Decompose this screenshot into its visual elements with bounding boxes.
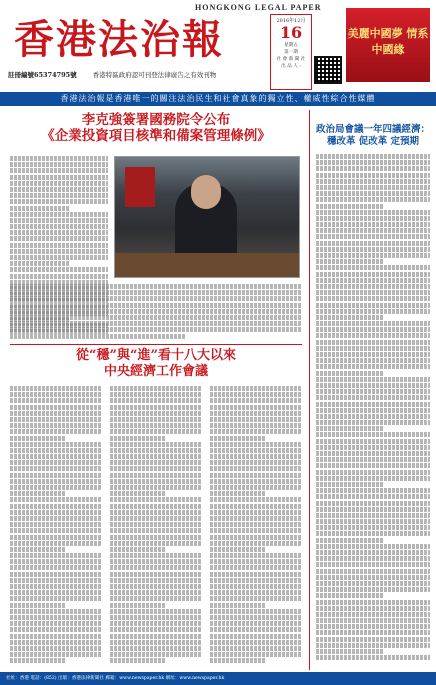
body-text-line: [10, 187, 108, 192]
body-text-line: [316, 507, 430, 512]
body-text-line: [316, 476, 430, 481]
body-text-line: [110, 510, 202, 515]
body-text-line: [110, 603, 165, 608]
body-text-line: [10, 541, 102, 546]
masthead: [0, 0, 436, 94]
body-text-line: [210, 386, 302, 391]
body-text-line: [316, 494, 430, 499]
body-text-line: [110, 429, 202, 434]
body-text-line: [316, 600, 430, 605]
body-text-line: [316, 432, 430, 437]
story-3: [10, 348, 302, 380]
body-text-line: [110, 516, 202, 521]
body-text-line: [210, 572, 302, 577]
body-text-line: [316, 624, 430, 629]
body-text-line: [110, 634, 202, 639]
edition-box: [270, 14, 312, 90]
body-text-line: [316, 426, 384, 431]
body-text-line: [10, 491, 65, 496]
story-1-headline-line2: 《企業投資項目核準和備案管理條例》: [41, 128, 271, 144]
body-text-line: [316, 463, 430, 468]
body-text-line: [210, 646, 302, 651]
body-text-line: [210, 541, 302, 546]
body-text-line: [316, 569, 430, 574]
body-text-line: [316, 253, 430, 258]
body-text-line: [110, 423, 202, 428]
body-text-line: [316, 501, 430, 506]
body-text-line: [210, 466, 302, 471]
body-text-line: [10, 497, 102, 502]
body-text-line: [10, 255, 108, 260]
body-text-line: [110, 565, 202, 570]
body-text-line: [210, 565, 302, 570]
body-text-line: [10, 321, 302, 326]
body-text-line: [210, 423, 302, 428]
body-text-line: [316, 377, 430, 382]
body-text-line: [10, 528, 102, 533]
story-1-headline-line1: 李克強簽署國務院令公布: [81, 112, 231, 128]
body-text-line: [316, 612, 430, 617]
story-2: [316, 124, 430, 148]
body-text-line: [316, 470, 430, 475]
date-label: 2016年12月: [276, 18, 306, 24]
body-text-line: [316, 643, 430, 648]
body-text-line: [316, 544, 430, 549]
body-text-line: [210, 658, 265, 663]
body-text-line: [10, 212, 108, 217]
body-text-line: [316, 327, 430, 332]
qr-code-icon: [314, 56, 342, 84]
body-text-line: [210, 535, 302, 540]
body-text-line: [316, 173, 430, 178]
body-text-line: [10, 175, 108, 180]
body-text-line: [316, 445, 430, 450]
story-3-headline-line1: 從“穩”與“進”看十八大以來: [76, 348, 236, 363]
body-text-line: [110, 553, 202, 558]
body-text-line: [10, 627, 102, 632]
body-text-line: [110, 466, 202, 471]
story-2-body: [316, 154, 430, 666]
body-text-line: [110, 559, 202, 564]
body-text-line: [10, 578, 102, 583]
body-text-line: [10, 565, 102, 570]
body-text-line: [10, 274, 108, 279]
body-text-line: [10, 156, 108, 161]
body-text-line: [10, 609, 102, 614]
body-text-line: [210, 392, 302, 397]
body-text-line: [210, 398, 302, 403]
body-text-line: [316, 265, 430, 270]
body-text-line: [10, 572, 102, 577]
body-text-line: [210, 652, 302, 657]
body-text-line: [110, 473, 202, 478]
body-text-line: [316, 637, 430, 642]
body-text-line: [316, 191, 430, 196]
registration-number: 註冊編號65374795號: [8, 71, 77, 79]
body-text-line: [316, 587, 430, 592]
body-text-line: [316, 531, 430, 536]
body-text-line: [210, 448, 302, 453]
body-text-line: [316, 655, 430, 660]
body-text-line: [316, 160, 430, 165]
body-text-line: [210, 491, 265, 496]
body-text-line: [10, 547, 65, 552]
publisher-line: 社 會 新 聞 社: [276, 57, 306, 62]
body-text-line: [10, 640, 102, 645]
body-text-line: [316, 216, 430, 221]
body-text-line: [110, 398, 202, 403]
body-text-line: [110, 547, 165, 552]
body-text-line: [10, 411, 102, 416]
body-text-line: [316, 278, 430, 283]
body-text-line: [210, 547, 265, 552]
edition-line: 第一期: [284, 50, 298, 55]
day-number: 16: [279, 23, 303, 42]
body-text-line: [110, 392, 202, 397]
body-text-line: [316, 315, 384, 320]
body-text-line: [316, 383, 430, 388]
body-text-line: [210, 609, 302, 614]
body-text-line: [210, 510, 302, 515]
body-text-line: [10, 199, 108, 204]
story-3-body-col2: [110, 386, 202, 668]
body-text-line: [110, 411, 202, 416]
body-text-line: [10, 442, 102, 447]
story-1-headline[interactable]: [10, 112, 302, 144]
body-text-line: [110, 627, 202, 632]
body-text-line: [210, 522, 302, 527]
body-text-line: [110, 596, 202, 601]
story-1-body-bottom: [10, 284, 302, 340]
body-text-line: [10, 584, 102, 589]
column-divider: [309, 110, 310, 670]
body-text-line: [10, 603, 65, 608]
body-text-line: [316, 581, 430, 586]
body-text-line: [110, 535, 202, 540]
story-2-headline-line2: 穩改革 促改革 定預期: [326, 136, 420, 147]
body-text-line: [316, 197, 430, 202]
body-text-line: [10, 535, 102, 540]
body-text-line: [316, 575, 430, 580]
story-3-body-col3: [210, 386, 302, 668]
story-3-headline[interactable]: [10, 348, 302, 380]
body-text-line: [10, 634, 102, 639]
body-text-line: [316, 457, 430, 462]
body-text-line: [10, 398, 102, 403]
body-text-line: [110, 578, 202, 583]
body-text-line: [316, 488, 430, 493]
body-text-line: [10, 168, 108, 173]
masthead-subline: [8, 70, 216, 79]
body-text-line: [110, 584, 202, 589]
body-text-line: [316, 593, 384, 598]
body-text-line: [110, 522, 202, 527]
story-2-headline-line1: 政治局會議一年四議經濟：: [316, 124, 431, 135]
body-text-line: [210, 634, 302, 639]
body-text-line: [210, 497, 302, 502]
body-text-line: [316, 241, 430, 246]
body-text-line: [10, 473, 102, 478]
body-text-line: [210, 485, 302, 490]
body-text-line: [10, 309, 302, 314]
body-text-line: [316, 408, 430, 413]
body-text-line: [210, 603, 265, 608]
body-text-line: [316, 649, 384, 654]
body-text-line: [316, 525, 430, 530]
body-text-line: [10, 448, 102, 453]
body-text-line: [210, 615, 302, 620]
body-text-line: [316, 352, 430, 357]
person-face: [191, 175, 221, 209]
body-text-line: [316, 179, 430, 184]
body-text-line: [10, 327, 302, 332]
body-text-line: [316, 290, 430, 295]
body-text-line: [10, 646, 102, 651]
body-text-line: [110, 541, 202, 546]
body-text-line: [10, 193, 108, 198]
body-text-line: [210, 553, 302, 558]
story-2-headline[interactable]: [316, 124, 430, 148]
body-text-line: [316, 185, 430, 190]
body-text-line: [210, 528, 302, 533]
body-text-line: [110, 442, 202, 447]
body-text-line: [10, 596, 102, 601]
body-text-line: [10, 652, 102, 657]
weekday-label: 星期五: [284, 43, 298, 48]
body-text-line: [10, 454, 102, 459]
body-text-line: [10, 243, 108, 248]
body-text-line: [10, 559, 102, 564]
body-text-line: [316, 333, 430, 338]
body-text-line: [210, 516, 302, 521]
body-text-line: [10, 206, 69, 211]
body-text-line: [316, 284, 430, 289]
body-text-line: [110, 646, 202, 651]
body-text-line: [210, 627, 302, 632]
slogan-bar: 香港法治報是香港唯一的關注法治民生和社會真象的獨立性、權威性綜合性媒體: [0, 92, 436, 106]
body-text-line: [316, 538, 384, 543]
body-text-line: [10, 417, 102, 422]
body-text-line: [316, 234, 430, 239]
body-text-line: [210, 479, 302, 484]
newspaper-logo: 香港法治報: [14, 16, 224, 63]
body-text-line: [210, 473, 302, 478]
body-text-line: [10, 522, 102, 527]
body-text-line: [10, 224, 108, 229]
body-text-line: [10, 334, 185, 339]
body-text-line: [316, 309, 430, 314]
body-text-line: [10, 466, 102, 471]
body-text-line: [10, 479, 102, 484]
body-text-line: [10, 429, 102, 434]
body-text-line: [110, 609, 202, 614]
body-text-line: [10, 658, 65, 663]
body-text-line: [316, 630, 430, 635]
body-text-line: [10, 162, 108, 167]
body-text-line: [316, 272, 430, 277]
body-text-line: [110, 454, 202, 459]
producer-line: 出 品 人 :: [281, 64, 301, 69]
body-text-line: [316, 210, 430, 215]
body-text-line: [210, 559, 302, 564]
body-text-line: [10, 249, 108, 254]
body-text-line: [110, 448, 202, 453]
body-text-line: [316, 482, 384, 487]
body-text-line: [10, 485, 102, 490]
body-text-line: [10, 290, 302, 295]
body-text-line: [316, 340, 430, 345]
body-text-line: [316, 618, 430, 623]
body-text-line: [316, 556, 430, 561]
body-text-line: [210, 454, 302, 459]
body-text-line: [316, 303, 430, 308]
body-text-line: [316, 166, 430, 171]
body-text-line: [110, 640, 202, 645]
body-text-line: [10, 230, 108, 235]
government-note: 香港特區政府認可刊登法律廣告之有效刊物: [92, 71, 217, 79]
body-text-line: [110, 460, 202, 465]
body-text-line: [10, 553, 102, 558]
body-text-line: [110, 497, 202, 502]
body-text-line: [110, 590, 202, 595]
body-text-line: [316, 562, 430, 567]
body-text-line: [210, 584, 302, 589]
body-text-line: [316, 451, 430, 456]
body-text-line: [316, 439, 430, 444]
body-text-line: [110, 572, 202, 577]
body-text-line: [316, 154, 430, 159]
body-text-line: [10, 392, 102, 397]
body-text-line: [110, 386, 202, 391]
body-text-line: [316, 389, 430, 394]
body-text-line: [210, 621, 302, 626]
body-text-line: [110, 417, 202, 422]
body-text-line: [10, 621, 102, 626]
body-text-line: [210, 590, 302, 595]
body-text-line: [316, 321, 430, 326]
body-text-line: [10, 267, 108, 272]
promo-banner: 美麗中國夢 情系中國緣: [346, 8, 430, 82]
body-text-line: [10, 436, 65, 441]
body-text-line: [316, 414, 430, 419]
body-text-line: [316, 364, 430, 369]
body-text-line: [110, 652, 202, 657]
body-text-line: [316, 259, 384, 264]
body-text-line: [110, 528, 202, 533]
body-text-line: [316, 519, 430, 524]
body-text-line: [10, 460, 102, 465]
desk-shape: [115, 253, 300, 278]
body-text-line: [316, 247, 430, 252]
body-text-line: [210, 417, 302, 422]
body-text-line: [210, 442, 302, 447]
body-text-line: [110, 405, 202, 410]
body-text-line: [210, 640, 302, 645]
body-text-line: [10, 181, 108, 186]
body-text-line: [110, 621, 202, 626]
body-text-line: [316, 358, 430, 363]
body-text-line: [10, 386, 102, 391]
body-text-line: [10, 590, 102, 595]
body-text-line: [316, 204, 384, 209]
body-text-line: [10, 423, 102, 428]
body-text-line: [10, 615, 102, 620]
body-text-line: [210, 429, 302, 434]
footer-bar: 社址：香港 電話：(852) 出版：香港法律新聞社 郵箱：www.newspaper.hk 網址：www.newspaper.hk: [0, 672, 436, 685]
body-text-line: [316, 228, 430, 233]
story-3-body-col1: [10, 386, 102, 668]
body-text-line: [316, 371, 384, 376]
body-text-line: [10, 261, 69, 266]
body-text-line: [10, 504, 102, 509]
story-1-photo: [114, 156, 300, 278]
body-text-line: [210, 504, 302, 509]
body-text-line: [316, 395, 430, 400]
body-text-line: [210, 596, 302, 601]
english-title: HONGKONG LEGAL PAPER: [195, 3, 322, 12]
body-text-line: [10, 296, 302, 301]
body-text-line: [110, 479, 202, 484]
body-text-line: [210, 460, 302, 465]
story-3-headline-line2: 中央經濟工作會議: [103, 364, 208, 379]
body-text-line: [316, 296, 430, 301]
body-text-line: [210, 405, 302, 410]
body-text-line: [10, 236, 108, 241]
body-text-line: [10, 303, 302, 308]
body-text-line: [110, 658, 165, 663]
body-text-line: [316, 606, 430, 611]
body-text-line: [10, 315, 302, 320]
story-1: [10, 112, 302, 144]
body-text-line: [10, 405, 102, 410]
body-text-line: [210, 411, 302, 416]
body-text-line: [316, 222, 430, 227]
body-text-line: [10, 284, 302, 289]
body-text-line: [210, 578, 302, 583]
body-text-line: [316, 402, 430, 407]
body-text-line: [110, 485, 202, 490]
body-text-line: [110, 504, 202, 509]
body-text-line: [110, 436, 165, 441]
body-text-line: [10, 510, 102, 515]
body-text-line: [210, 436, 265, 441]
body-text-line: [316, 420, 430, 425]
body-text-line: [316, 550, 430, 555]
flag-shape: [125, 167, 155, 207]
body-text-line: [316, 346, 430, 351]
body-text-line: [110, 615, 202, 620]
body-text-line: [10, 218, 108, 223]
body-text-line: [316, 513, 430, 518]
section-divider: [10, 344, 302, 345]
body-text-line: [10, 516, 102, 521]
body-text-line: [110, 491, 165, 496]
